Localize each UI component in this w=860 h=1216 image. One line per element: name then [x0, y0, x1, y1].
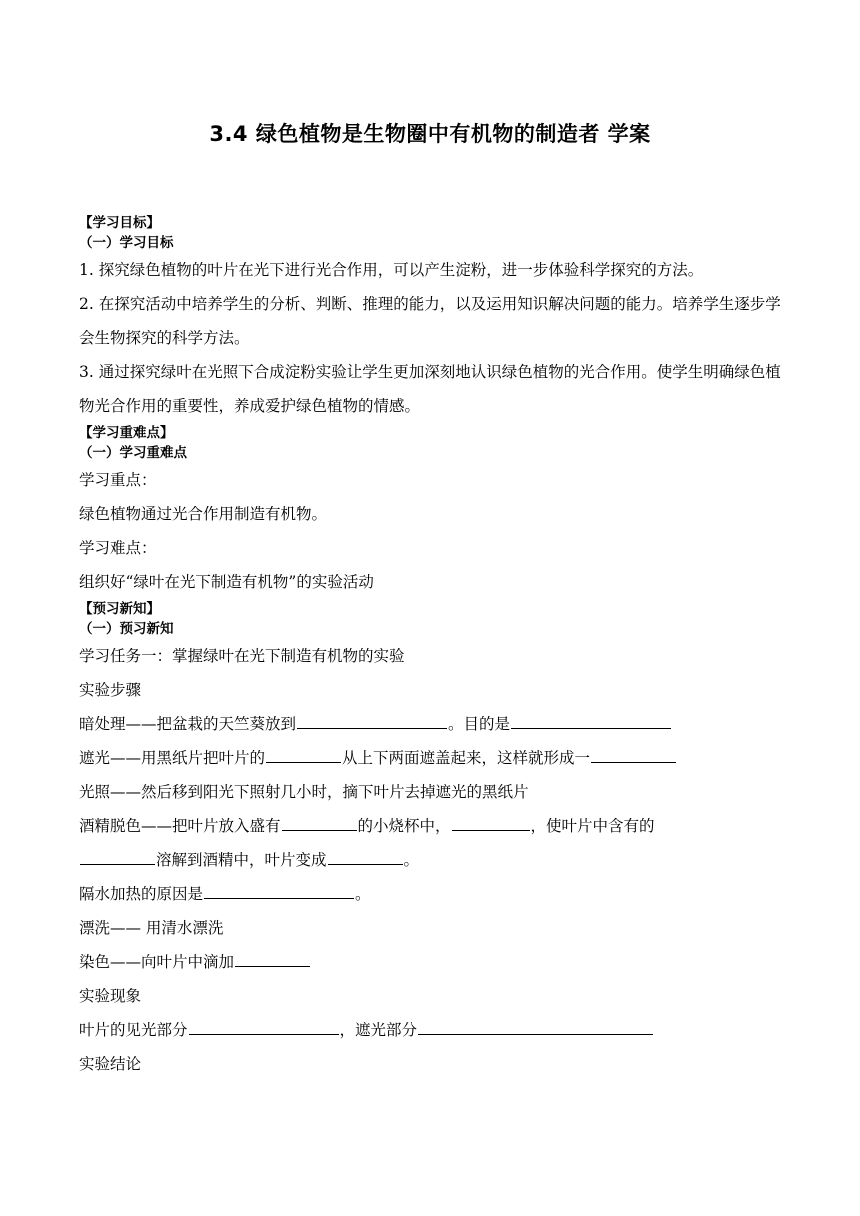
step-shading: [79, 741, 784, 775]
blank-shade-part[interactable]: [266, 745, 341, 763]
step-alcohol-text-c: ，使叶片中含有的: [530, 817, 655, 835]
difficulty-label: 学习难点：: [79, 539, 157, 557]
subheader-preview: （一）预习新知: [79, 621, 174, 637]
blank-alcohol-liquid[interactable]: [282, 813, 357, 831]
key-point-label: 学习重点：: [79, 471, 157, 489]
conclusion-label: 实验结论: [79, 1055, 142, 1073]
worksheet-content: [79, 213, 784, 1081]
section-header-preview: 【预习新知】: [79, 601, 160, 617]
blank-alcohol-method[interactable]: [452, 813, 530, 831]
phenomenon-text-b: ，遮光部分: [339, 1021, 418, 1039]
step-stain: [79, 945, 784, 979]
blank-light-part[interactable]: [189, 1017, 339, 1035]
objective-item-3: 3. 通过探究绿叶在光照下合成淀粉实验让学生更加深刻地认识绿色植物的光合作用。使学生明确绿色植物光合作用的重要性，养成爱护绿色植物的情感。: [79, 363, 781, 415]
step-dark-treatment: [79, 707, 784, 741]
objective-item-2: 2. 在探究活动中培养学生的分析、判断、推理的能力，以及运用知识解决问题的能力。培养学生逐步学会生物探究的科学方法。: [79, 295, 781, 347]
step-rinse: 漂洗—— 用清水漂洗: [79, 919, 224, 937]
step-alcohol-text-d: 溶解到酒精中，叶片变成: [156, 851, 327, 869]
step-dark-text-a: 暗处理——把盆栽的天竺葵放到: [79, 715, 297, 733]
subheader-objectives: （一）学习目标: [79, 235, 174, 251]
step-dark-text-b: 。目的是: [448, 715, 511, 733]
step-stain-text: 染色——向叶片中滴加: [79, 953, 235, 971]
blank-alcohol-color[interactable]: [328, 847, 403, 865]
step-alcohol-cont: [79, 843, 784, 877]
blank-heat-reason[interactable]: [204, 881, 354, 899]
step-alcohol-text-e: 。: [403, 851, 420, 869]
blank-dark-purpose[interactable]: [511, 711, 671, 729]
steps-label: 实验步骤: [79, 681, 142, 699]
step-alcohol-text-b: 的小烧杯中，: [357, 817, 451, 835]
step-alcohol-text-a: 酒精脱色——把叶片放入盛有: [79, 817, 281, 835]
step-shade-text-a: 遮光——用黑纸片把叶片的: [79, 749, 266, 767]
step-alcohol: [79, 809, 784, 843]
page-title: 3.4 绿色植物是生物圈中有机物的制造者 学案: [209, 122, 651, 146]
subheader-key-points: （一）学习重难点: [79, 445, 187, 461]
difficulty-text: 组织好“绿叶在光下制造有机物”的实验活动: [79, 573, 374, 591]
step-heat-text-b: 。: [355, 885, 371, 903]
blank-stain-reagent[interactable]: [235, 949, 310, 967]
blank-shaded-part[interactable]: [418, 1017, 653, 1035]
blank-dark-place[interactable]: [297, 711, 447, 729]
step-shade-text-b: 从上下两面遮盖起来，这样就形成一: [342, 749, 591, 767]
phenomenon-text-a: 叶片的见光部分: [79, 1021, 188, 1039]
key-point-text: 绿色植物通过光合作用制造有机物。: [79, 505, 328, 523]
blank-shade-form[interactable]: [591, 745, 676, 763]
step-heating: [79, 877, 784, 911]
objective-item-1: 1. 探究绿色植物的叶片在光下进行光合作用，可以产生淀粉，进一步体验科学探究的方法。: [79, 261, 704, 279]
step-heat-text-a: 隔水加热的原因是: [79, 885, 204, 903]
phenomenon-line: [79, 1013, 784, 1047]
step-light: 光照——然后移到阳光下照射几小时，摘下叶片去掉遮光的黑纸片: [79, 783, 529, 801]
blank-alcohol-substance[interactable]: [80, 847, 155, 865]
task-one: 学习任务一：掌握绿叶在光下制造有机物的实验: [79, 647, 405, 665]
section-header-key-points: 【学习重难点】: [79, 425, 174, 441]
phenomenon-label: 实验现象: [79, 987, 142, 1005]
section-header-objectives: 【学习目标】: [79, 215, 160, 231]
